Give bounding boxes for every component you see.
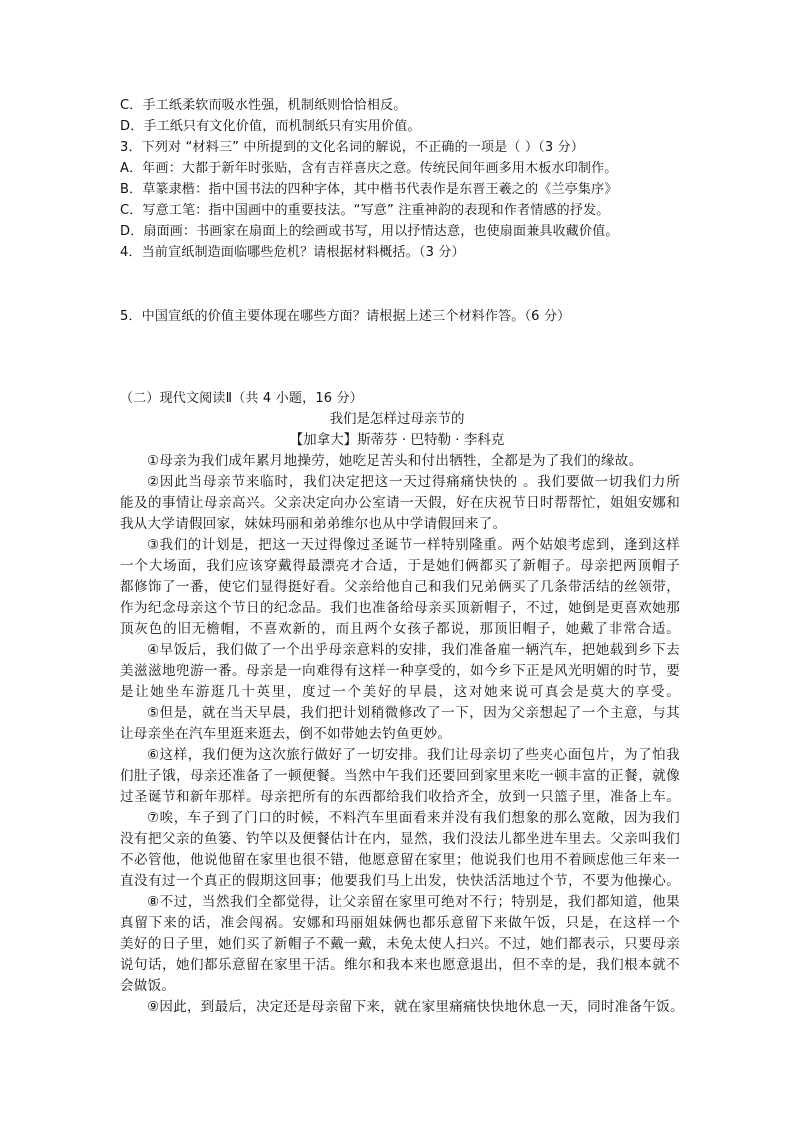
article-line: ③我们的计划是，把这一天过得像过圣诞节一样特别隆重。两个姑娘考虑到，逢到这样 <box>147 537 680 553</box>
article-line: 会做饭。 <box>120 978 176 994</box>
article-line: ⑤但是，就在当天早晨，我们把计划稍微修改了一下，因为父亲想起了一个主意，与其 <box>147 705 680 721</box>
question-3: 3．下列对 “材料三” 中所提到的文化名词的解说，不正确的一项是（ ）（3 分） <box>120 140 585 155</box>
article-line: ④早饭后，我们做了一个出乎母亲意料的安排，我们准备雇一辆汽车，把她载到乡下去 <box>147 642 680 658</box>
question-3-option-c: C．写意工笔：指中国画中的重要技法。“写意” 注重神韵的表现和作者情感的抒发。 <box>120 203 610 218</box>
article-line: 没有把父亲的鱼篓、钓竿以及便餐估计在内，显然，我们没法儿都坐进车里去。父亲叫我们 <box>120 831 680 847</box>
article-line: 能及的事情让母亲高兴。父亲决定向办公室请一天假，好在庆祝节日时帮帮忙，姐姐安娜和 <box>120 495 680 511</box>
article-line: 们肚子饿，母亲还准备了一顿便餐。当然中午我们还要回到家里来吃一顿丰富的正餐，就像 <box>120 768 680 784</box>
article-line: ⑦唉，车子到了门口的时候，不料汽车里面看来并没有我们想象的那么宽敞，因为我们 <box>147 810 680 826</box>
article-line: 不必管他，他说他留在家里也很不错，他愿意留在家里；他说我们也用不着顾虑他三年来一 <box>120 852 680 868</box>
article-line: 美好的日子里，她们买了新帽子不戴一戴，未免太使人扫兴。不过，她们都表示，只要母亲 <box>120 936 680 952</box>
section-heading: （二）现代文阅读Ⅱ（共 4 小题，16 分） <box>120 391 364 406</box>
article-line: 作为纪念母亲这个节日的纪念品。我们也准备给母亲买顶新帽子，不过，她倒是更喜欢她那 <box>120 600 680 616</box>
article-author: 【加拿大】斯蒂芬 · 巴特勒 · 李科克 <box>289 432 505 448</box>
article-line: ②因此当母亲节来临时，我们决定把这一天过得痛痛快快的 。我们要做一切我们力所 <box>147 474 680 490</box>
article-line: 是让她坐车游逛几十英里，度过一个美好的早晨，这对她来说可真会是莫大的享受。 <box>120 684 680 700</box>
article-line: 美滋滋地兜游一番。母亲是一向难得有这样一种享受的，如今乡下正是风光明媚的时节，要 <box>120 663 680 679</box>
question-5: 5．中国宣纸的价值主要体现在哪些方面？请根据上述三个材料作答。（6 分） <box>120 309 571 324</box>
article-line: ⑨因此，到最后，决定还是母亲留下来，就在家里痛痛快快地休息一天，同时准备午饭。 <box>147 999 684 1015</box>
question-3-option-a: A．年画：大都于新年时张贴，含有吉祥喜庆之意。传统民间年画多用木板水印制作。 <box>120 161 618 176</box>
question-3-option-b: B．草篆隶楷：指中国书法的四种字体，其中楷书代表作是东晋王羲之的《兰亭集序》 <box>120 182 618 197</box>
article-line: 都修饰了一番，使它们显得挺好看。父亲给他自己和我们兄弟俩买了几条带活结的丝领带， <box>120 579 680 595</box>
article-line: 一个大场面，我们应该穿戴得最漂亮才合适，于是她们俩都买了新帽子。母亲把两顶帽子 <box>120 558 680 574</box>
article-line: ⑥这样，我们便为这次旅行做好了一切安排。我们让母亲切了些夹心面包片，为了怕我 <box>147 747 680 763</box>
option-c-line: C．手工纸柔软而吸水性强，机制纸则恰恰相反。 <box>120 98 407 113</box>
article-line: 顶灰色的旧无檐帽，不喜欢新的，而且两个女孩子都说，那顶旧帽子，她戴了非常合适。 <box>120 621 680 637</box>
article-line: ①母亲为我们成年累月地操劳，她吃足苦头和付出牺牲，全都是为了我们的缘故。 <box>147 453 643 469</box>
article-line: 我从大学请假回家，妹妹玛丽和弟弟维尔也从中学请假回来了。 <box>120 516 507 532</box>
article-line: 真留下来的话，准会闯祸。安娜和玛丽姐妹俩也都乐意留下来做午饭，只是，在这样一个 <box>120 915 680 931</box>
article-line: 过圣诞节和新年那样。母亲把所有的东西都给我们收拾齐全，放到一只篮子里，准备上车。 <box>120 789 680 805</box>
article-line: 说句话，她们都乐意留在家里干活。维尔和我本来也愿意退出，但不幸的是，我们根本就不 <box>120 957 680 973</box>
article-line: 让母亲坐在汽车里逛来逛去，倒不如带她去钓鱼更妙。 <box>120 726 452 742</box>
article-line: ⑧不过，当然我们全都觉得，让父亲留在家里可绝对不行；特别是，我们都知道，他果 <box>147 894 680 910</box>
question-4: 4．当前宣纸制造面临哪些危机？请根据材料概括。（3 分） <box>120 245 465 260</box>
option-d-line: D．手工纸只有文化价值，而机制纸只有实用价值。 <box>120 119 421 134</box>
question-3-option-d: D．扇面画：书画家在扇面上的绘画或书写，用以抒情达意，也使扇面兼具收藏价值。 <box>120 224 619 239</box>
article-line: 直没有过一个真正的假期这回事；他要我们马上出发，快快活活地过个节，不要为他操心。 <box>120 873 680 889</box>
article-title: 我们是怎样过母亲节的 <box>329 411 465 427</box>
